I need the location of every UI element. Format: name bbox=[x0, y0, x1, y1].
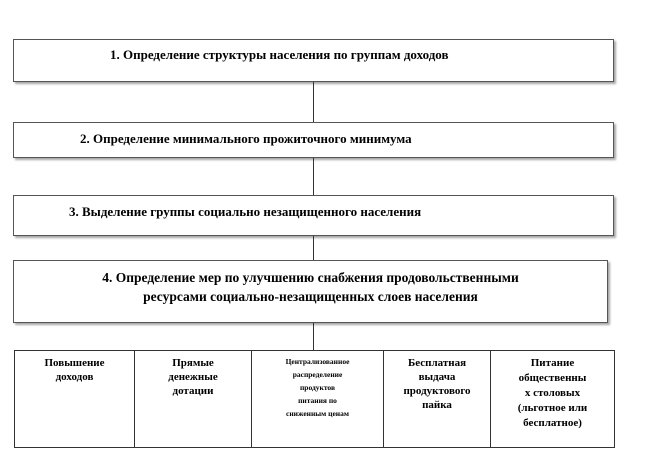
measure-text-line: общественны bbox=[518, 372, 587, 384]
measure-text-line: продуктового bbox=[403, 385, 471, 397]
step-4-label bbox=[14, 268, 607, 306]
measure-text-line: распределение bbox=[292, 370, 343, 379]
measure-text-line: выдача bbox=[418, 371, 456, 383]
connector-line-3-4 bbox=[313, 236, 314, 260]
connector-line-4-table bbox=[313, 323, 314, 350]
step-4-label-line-1: 4. Определение мер по улучшению снабжения продовольственными bbox=[102, 270, 519, 285]
measure-text-line: питания по bbox=[298, 396, 337, 405]
connector-line-2-3 bbox=[313, 158, 314, 195]
measure-text-line: денежные bbox=[168, 371, 218, 383]
measure-text-line: Повышение bbox=[44, 357, 105, 369]
measure-cell-centralized-distribution bbox=[252, 351, 384, 447]
measures-table bbox=[14, 350, 615, 448]
measure-cell-direct-subsidies bbox=[135, 351, 252, 447]
step-4-label-line-2: ресурсами социально-незащищенных слоев населения bbox=[143, 289, 478, 304]
measure-cell-income-increase bbox=[15, 351, 135, 447]
step-1-label: 1. Определение структуры населения по группам доходов bbox=[110, 47, 449, 62]
measure-text-line: дотации bbox=[172, 385, 214, 397]
measure-text-line: Прямые bbox=[172, 357, 214, 369]
measure-text-line: Бесплатная bbox=[407, 357, 467, 369]
measure-text-line: доходов bbox=[55, 371, 94, 383]
step-3-box bbox=[13, 195, 614, 236]
measure-text-line: Централизованное bbox=[285, 357, 350, 366]
step-3-label: 3. Выделение группы социально незащищенного населения bbox=[69, 204, 422, 219]
measure-text-line: Питание bbox=[530, 357, 575, 369]
step-2-box bbox=[13, 122, 614, 158]
measure-text-line: продуктов bbox=[299, 383, 336, 392]
measure-text-line: бесплатное) bbox=[523, 417, 582, 429]
step-1-box bbox=[13, 39, 614, 82]
measure-cell-public-canteens bbox=[491, 351, 614, 447]
measure-text-line: сниженным ценам bbox=[286, 409, 349, 418]
measure-text-line: х столовых bbox=[524, 387, 581, 399]
step-2-label: 2. Определение минимального прожиточного минимума bbox=[80, 131, 412, 146]
measure-cell-free-food-ration bbox=[384, 351, 491, 447]
step-4-box bbox=[13, 260, 608, 323]
measure-text-line: пайка bbox=[422, 399, 452, 411]
measure-text-line: (льготное или bbox=[517, 402, 588, 414]
connector-line-1-2 bbox=[313, 82, 314, 122]
